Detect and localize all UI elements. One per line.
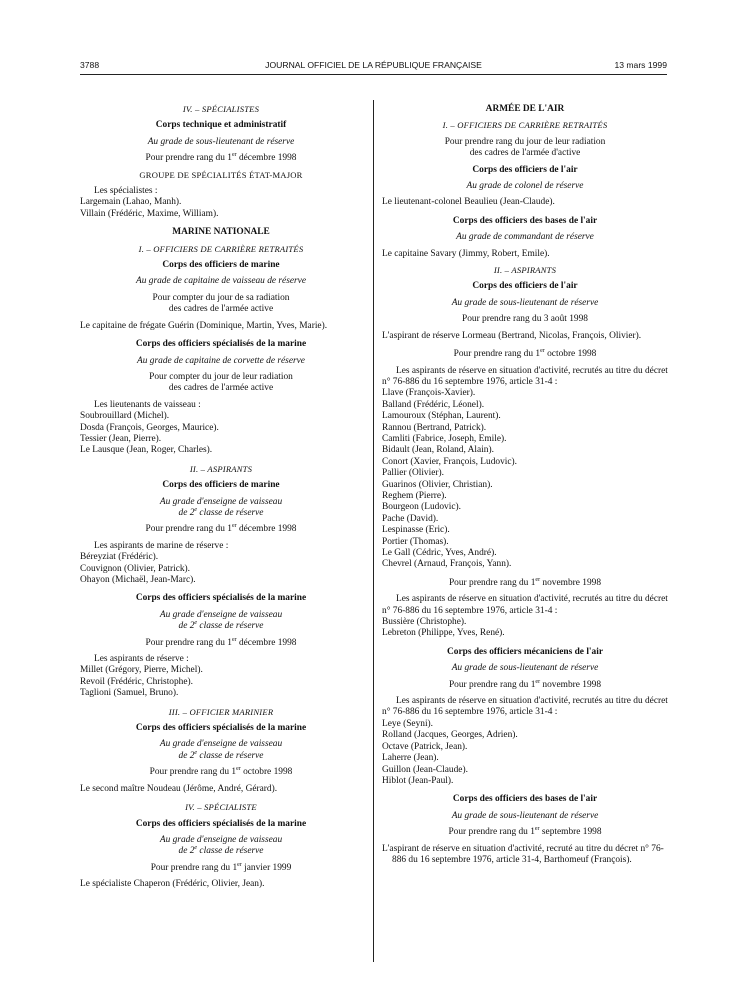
- intro-line: Les aspirants de réserve :: [94, 654, 189, 665]
- corps-heading: Corps des officiers spécialisés de la marine: [135, 593, 307, 604]
- name-entry: Bourgeon (Ludovic).: [382, 502, 461, 513]
- name-entry: Guillon (Jean-Claude).: [382, 764, 468, 775]
- section-title: II. – ASPIRANTS: [493, 265, 557, 276]
- section-title: IV. – SPÉCIALISTES: [182, 104, 260, 114]
- name-entry: Soubrouillard (Michel).: [80, 411, 170, 422]
- intro-line: Les lieutenants de vaisseau :: [94, 399, 201, 410]
- rank-line: Pour compter du jour de sa radiation: [152, 292, 290, 303]
- section-title: III. – OFFICIER MARINIER: [168, 706, 274, 717]
- name-entry: Le capitaine Savary (Jimmy, Robert, Emile).: [382, 248, 550, 259]
- name-entry: Bidault (Jean, Roland, Alain).: [382, 445, 494, 456]
- intro-line: Les aspirants de marine de réserve :: [94, 540, 229, 551]
- grade-line: Au grade de sous-lieutenant de réserve: [451, 297, 599, 308]
- issue-date: 13 mars 1999: [614, 60, 667, 70]
- name-entry: Llave (François-Xavier).: [382, 388, 476, 399]
- corps-heading: Corps technique et administratif: [155, 120, 287, 131]
- name-entry: Le spécialiste Chaperon (Frédéric, Olivier, Jean).: [80, 879, 265, 890]
- name-entry: Largemain (Lahao, Manh).: [80, 197, 182, 208]
- right-column: [382, 104, 668, 866]
- name-entry: Dosda (François, Georges, Maurice).: [80, 422, 219, 433]
- rank-line: des cadres de l'armée active: [168, 383, 274, 394]
- grade-line: Au grade d'enseigne de vaisseau: [159, 739, 283, 750]
- left-column: [80, 104, 362, 891]
- name-entry: Portier (Thomas).: [382, 536, 449, 547]
- name-entry: Laherre (Jean).: [382, 753, 439, 764]
- grade-line: Au grade de capitaine de vaisseau de réserve: [136, 276, 306, 287]
- grade-line: Au grade d'enseigne de vaisseau: [159, 496, 283, 507]
- appointment-paragraph: L'aspirant de réserve en situation d'activité, recruté au titre du décret n° 76-886 du 16 septembre 1976, article 31-4, Barthomeuf (François).: [382, 843, 664, 865]
- intro-paragraph: Les aspirants de réserve en situation d'activité, recrutés au titre du décret n° 76-886 du 16 septembre 1976, article 31-4 :: [382, 365, 668, 387]
- grade-line: Au grade d'enseigne de vaisseau: [159, 609, 283, 620]
- name-entry: Le lieutenant-colonel Beaulieu (Jean-Claude).: [382, 197, 555, 208]
- group-heading: GROUPE DE SPÉCIALITÉS ÉTAT-MAJOR: [139, 169, 303, 180]
- name-entry: Pache (David).: [382, 513, 439, 524]
- name-entry: Couvignon (Olivier, Patrick).: [80, 563, 191, 574]
- name-entry: Octave (Patrick, Jean).: [382, 741, 468, 752]
- name-entry: Pallier (Olivier).: [382, 468, 444, 479]
- rank-line: Pour prendre rang du 1er octobre 1998: [453, 347, 597, 360]
- name-entry: Ohayon (Michaël, Jean-Marc).: [80, 575, 196, 585]
- rank-line: Pour prendre rang du 1er novembre 1998: [448, 576, 602, 588]
- journal-title: JOURNAL OFFICIEL DE LA RÉPUBLIQUE FRANÇAISE: [265, 60, 482, 70]
- name-entry: Lespinasse (Eric).: [382, 525, 450, 536]
- name-entry: Revoil (Frédéric, Christophe).: [80, 676, 193, 687]
- name-entry: Lamouroux (Stéphan, Laurent).: [382, 411, 501, 422]
- name-entry: Bussière (Christophe).: [382, 617, 467, 628]
- corps-heading: Corps des officiers de marine: [162, 260, 280, 271]
- header-rule: [80, 74, 667, 75]
- name-entry: Chevrel (Arnaud, François, Yann).: [382, 559, 512, 570]
- corps-heading: Corps des officiers spécialisés de la marine: [135, 339, 307, 350]
- corps-heading: Corps des officiers des bases de l'air: [452, 215, 598, 226]
- name-entry: Béreyziat (Frédéric).: [80, 552, 159, 563]
- section-title: I. – OFFICIERS DE CARRIÈRE RETRAITÉS: [442, 120, 608, 131]
- ministry-heading: ARMÉE DE L'AIR: [485, 104, 565, 114]
- name-entry: Millet (Grégory, Pierre, Michel).: [80, 665, 203, 676]
- grade-line: Au grade de commandant de réserve: [456, 232, 594, 243]
- corps-heading: Corps des officiers spécialisés de la marine: [135, 723, 307, 734]
- section-title: I. – OFFICIERS DE CARRIÈRE RETRAITÉS: [138, 243, 304, 254]
- corps-heading: Corps des officiers de l'air: [472, 164, 578, 175]
- name-entry: Balland (Frédéric, Léonel).: [382, 399, 485, 410]
- rank-line: des cadres de l'armée d'active: [469, 148, 581, 159]
- grade-line: de 2e classe de réserve: [178, 749, 264, 761]
- name-entry: Le Gall (Cédric, Yves, André).: [382, 548, 497, 558]
- intro-paragraph: Les aspirants de réserve en situation d'activité, recrutés au titre du décret n° 76-886 du 16 septembre 1976, article 31-4 :: [382, 696, 668, 718]
- grade-line: Au grade de sous-lieutenant de réserve: [451, 810, 599, 821]
- name-entry: Rannou (Bertrand, Patrick).: [382, 422, 487, 433]
- name-entry: Le Lausque (Jean, Roger, Charles).: [80, 445, 213, 456]
- name-entry: Tessier (Jean, Pierre).: [80, 433, 162, 444]
- name-entry: Camliti (Fabrice, Joseph, Emile).: [382, 433, 507, 444]
- rank-line: Pour prendre rang du jour de leur radiation: [444, 136, 606, 147]
- rank-line: Pour prendre rang du 1er janvier 1999: [150, 861, 292, 873]
- rank-line: Pour prendre rang du 1er novembre 1998: [448, 678, 602, 690]
- rank-line: Pour compter du jour de leur radiation: [149, 371, 293, 382]
- rank-line: Pour prendre rang du 3 août 1998: [461, 314, 588, 325]
- name-entry: Leye (Seyni).: [382, 718, 434, 729]
- corps-heading: Corps des officiers spécialisés de la marine: [135, 818, 307, 829]
- corps-heading: Corps des officiers de l'air: [472, 281, 578, 292]
- intro-paragraph: Les aspirants de réserve en situation d'activité, recrutés au titre du décret n° 76-886 du 16 septembre 1976, article 31-4 :: [382, 594, 668, 616]
- name-entry: Lebreton (Philippe, Yves, René).: [382, 628, 505, 639]
- grade-line: de 2e classe de réserve: [178, 845, 264, 857]
- grade-line: Au grade de sous-lieutenant de réserve: [147, 136, 295, 147]
- grade-line: Au grade de colonel de réserve: [466, 181, 584, 192]
- section-title: IV. – SPÉCIALISTE: [185, 802, 257, 813]
- corps-heading: Corps des officiers des bases de l'air: [452, 794, 598, 805]
- name-entry: Hiblot (Jean-Paul).: [382, 775, 454, 786]
- name-entry: Le capitaine de frégate Guérin (Dominique, Martin, Yves, Marie).: [80, 320, 328, 331]
- name-entry: Rolland (Jacques, Georges, Adrien).: [382, 730, 518, 741]
- grade-line: Au grade de sous-lieutenant de réserve: [451, 663, 599, 674]
- name-entry: Guarinos (Olivier, Christian).: [382, 479, 493, 490]
- column-divider: [373, 100, 374, 962]
- name-entry: Le second maître Noudeau (Jérôme, André, Gérard).: [80, 783, 278, 794]
- name-entry: L'aspirant de réserve Lormeau (Bertrand, Nicolas, François, Olivier).: [382, 330, 642, 341]
- page-number: 3788: [80, 60, 100, 70]
- rank-line: Pour prendre rang du 1er décembre 1998: [145, 523, 297, 535]
- rank-line: Pour prendre rang du 1er décembre 1998: [145, 636, 297, 648]
- name-entry: Villain (Frédéric, Maxime, William).: [80, 208, 219, 219]
- ministry-heading: MARINE NATIONALE: [172, 227, 270, 238]
- rank-line: Pour prendre rang du 1er octobre 1998: [149, 766, 293, 778]
- corps-heading: Corps des officiers de marine: [162, 480, 280, 491]
- rank-line: Pour prendre rang du 1er décembre 1998: [145, 152, 297, 164]
- rank-line: Pour prendre rang du 1er septembre 1998: [448, 826, 602, 838]
- rank-line: des cadres de l'armée active: [168, 304, 274, 315]
- grade-line: de 2e classe de réserve: [178, 506, 264, 518]
- name-entry: Taglioni (Samuel, Bruno).: [80, 688, 179, 699]
- page-header: [80, 60, 667, 74]
- grade-line: de 2e classe de réserve: [178, 620, 264, 632]
- corps-heading: Corps des officiers mécaniciens de l'air: [447, 646, 603, 657]
- intro-line: Les spécialistes :: [94, 186, 158, 197]
- name-entry: Reghem (Pierre).: [382, 490, 447, 501]
- section-title: II. – ASPIRANTS: [189, 463, 253, 474]
- grade-line: Au grade de capitaine de corvette de réserve: [137, 355, 305, 366]
- name-entry: Conort (Xavier, François, Ludovic).: [382, 456, 518, 467]
- grade-line: Au grade d'enseigne de vaisseau: [159, 834, 283, 845]
